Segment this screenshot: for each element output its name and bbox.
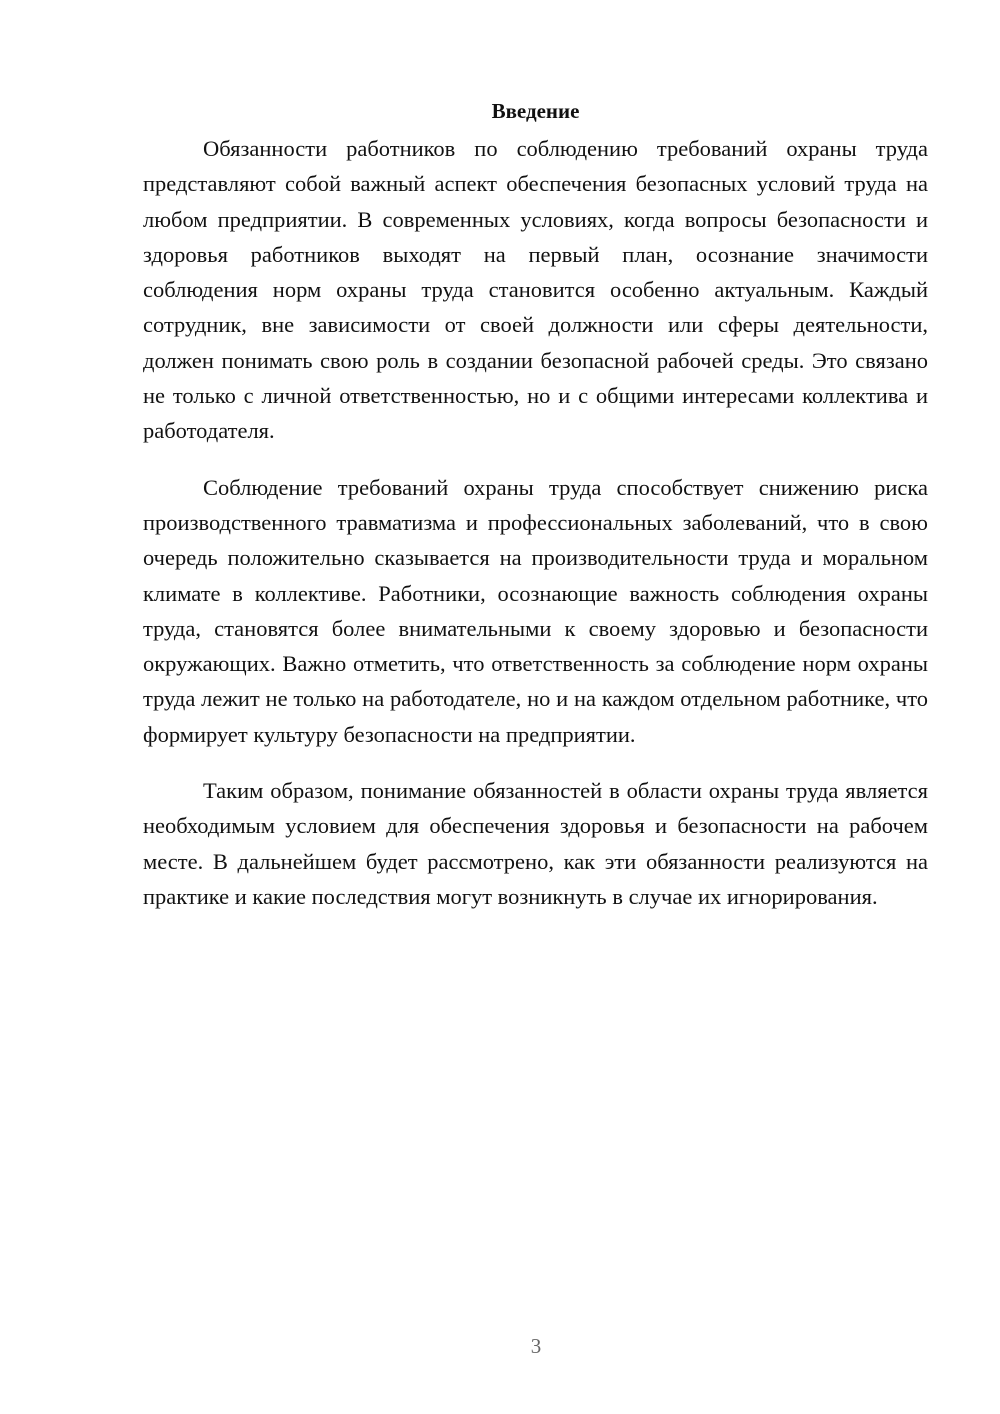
page-content xyxy=(143,96,928,935)
paragraph-1: Обязанности работников по соблюдению требований охраны труда представляют собой важный аспект обеспечения безопасных условий труда на любом предприятии. В современных условиях, когда вопросы безопасности и здоровья работников выходят на первый план, осознание значимости соблюдения норм охраны труда становится особенно актуальным. Каждый сотрудник, вне зависимости от своей должности или сферы деятельности, должен понимать свою роль в создании безопасной рабочей среды. Это связано не только с личной ответственностью, но и с общими интересами коллектива и работодателя. xyxy=(143,136,928,444)
paragraph-2: Соблюдение требований охраны труда способствует снижению риска производственного травматизма и профессиональных заболеваний, что в свою очередь положительно сказывается на производительности труда и моральном климате в коллективе. Работники, осознающие важность соблюдения охраны труда, становятся более внимательными к своему здоровью и безопасности окружающих. Важно отметить, что ответственность за соблюдение норм охраны труда лежит не только на работодателе, но и на каждом отдельном работнике, что формирует культуру безопасности на предприятии. xyxy=(143,474,928,747)
section-title: Введение xyxy=(491,99,580,123)
page-number: 3 xyxy=(530,1334,542,1358)
paragraph-3: Таким образом, понимание обязанностей в области охраны труда является необходимым условием для обеспечения здоровья и безопасности на рабочем месте. В дальнейшем будет рассмотрено, как эти обязанности реализуются на практике и какие последствия могут возникнуть в случае их игнорирования. xyxy=(143,778,928,909)
